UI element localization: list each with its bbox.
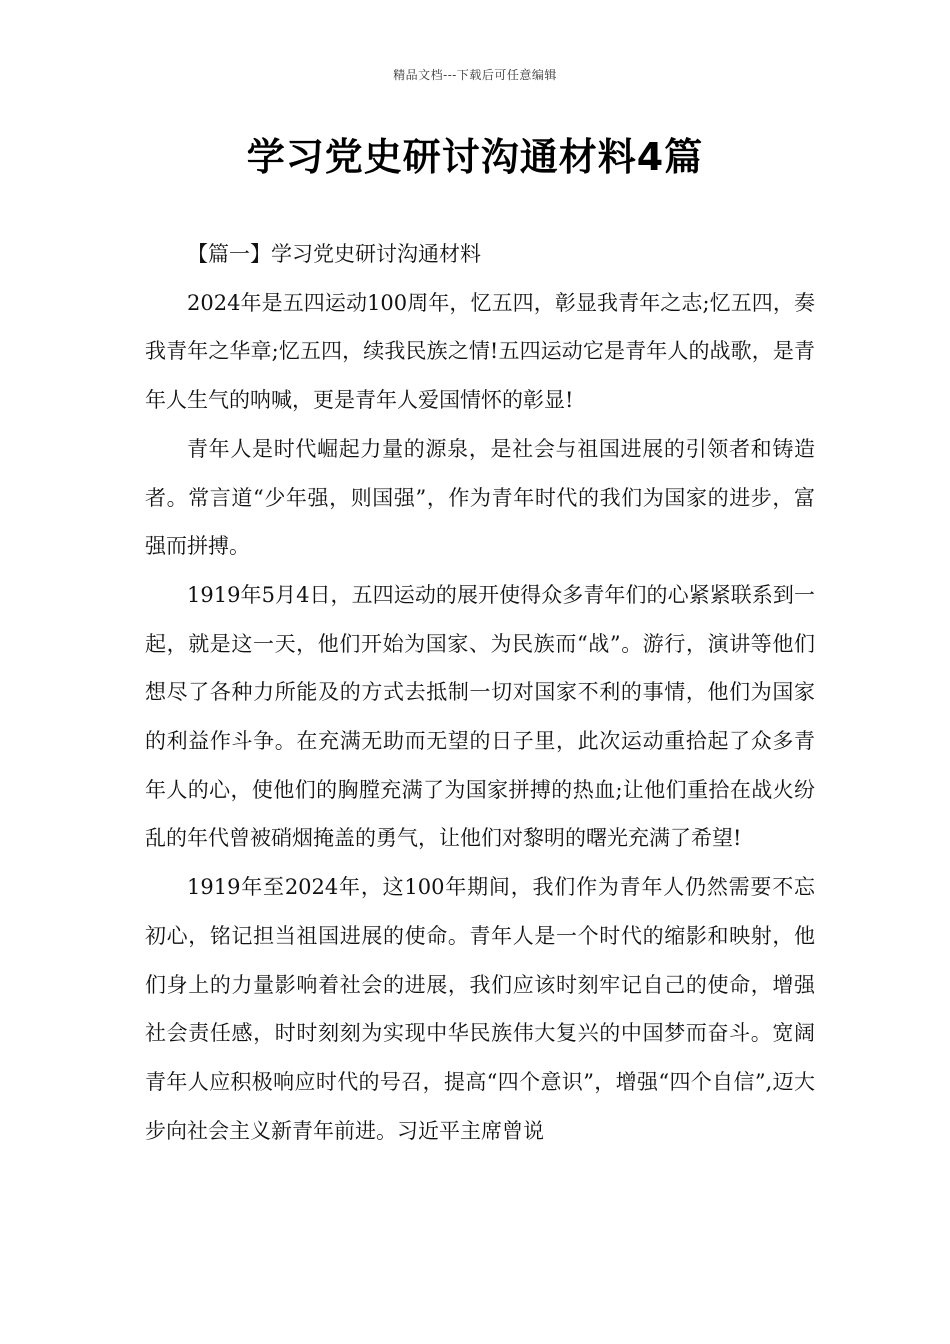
section-heading: 【篇一】学习党史研讨沟通材料: [187, 242, 481, 266]
document-body: [145, 230, 815, 1155]
paragraph: 1919年5月4日，五四运动的展开使得众多青年们的心紧紧联系到一起，就是这一天，他们开始为国家、为民族而“战”。游行，演讲等他们想尽了各种力所能及的方式去抵制一切对国家不利的事情，他们为国家的利益作斗争。在充满无助而无望的日子里，此次运动重拾起了众多青年人的心，使他们的胸膛充满了为国家拼搏的热血;让他们重拾在战火纷乱的年代曾被硝烟掩盖的勇气，让他们对黎明的曙光充满了希望!: [145, 582, 815, 851]
document-title: 学习党史研讨沟通材料4篇: [246, 135, 704, 179]
header-note: 精品文档---下载后可任意编辑: [393, 68, 557, 82]
paragraph: 2024年是五四运动100周年，忆五四，彰显我青年之志;忆五四，奏我青年之华章;忆五四，续我民族之情!五四运动它是青年人的战歌，是青年人生气的呐喊，更是青年人爱国情怀的彰显!: [145, 290, 815, 413]
paragraph: 1919年至2024年，这100年期间，我们作为青年人仍然需要不忘初心，铭记担当祖国进展的使命。青年人是一个时代的缩影和映射，他们身上的力量影响着社会的进展，我们应该时刻牢记自己的使命，增强社会责任感，时时刻刻为实现中华民族伟大复兴的中国梦而奋斗。宽阔青年人应积极响应时代的号召，提高“四个意识”，增强“四个自信”,迈大步向社会主义新青年前进。习近平主席曾说: [145, 875, 815, 1143]
paragraph: 青年人是时代崛起力量的源泉，是社会与祖国进展的引领者和铸造者。常言道“少年强，则国强”，作为青年时代的我们为国家的进步，富强而拼搏。: [145, 436, 815, 559]
